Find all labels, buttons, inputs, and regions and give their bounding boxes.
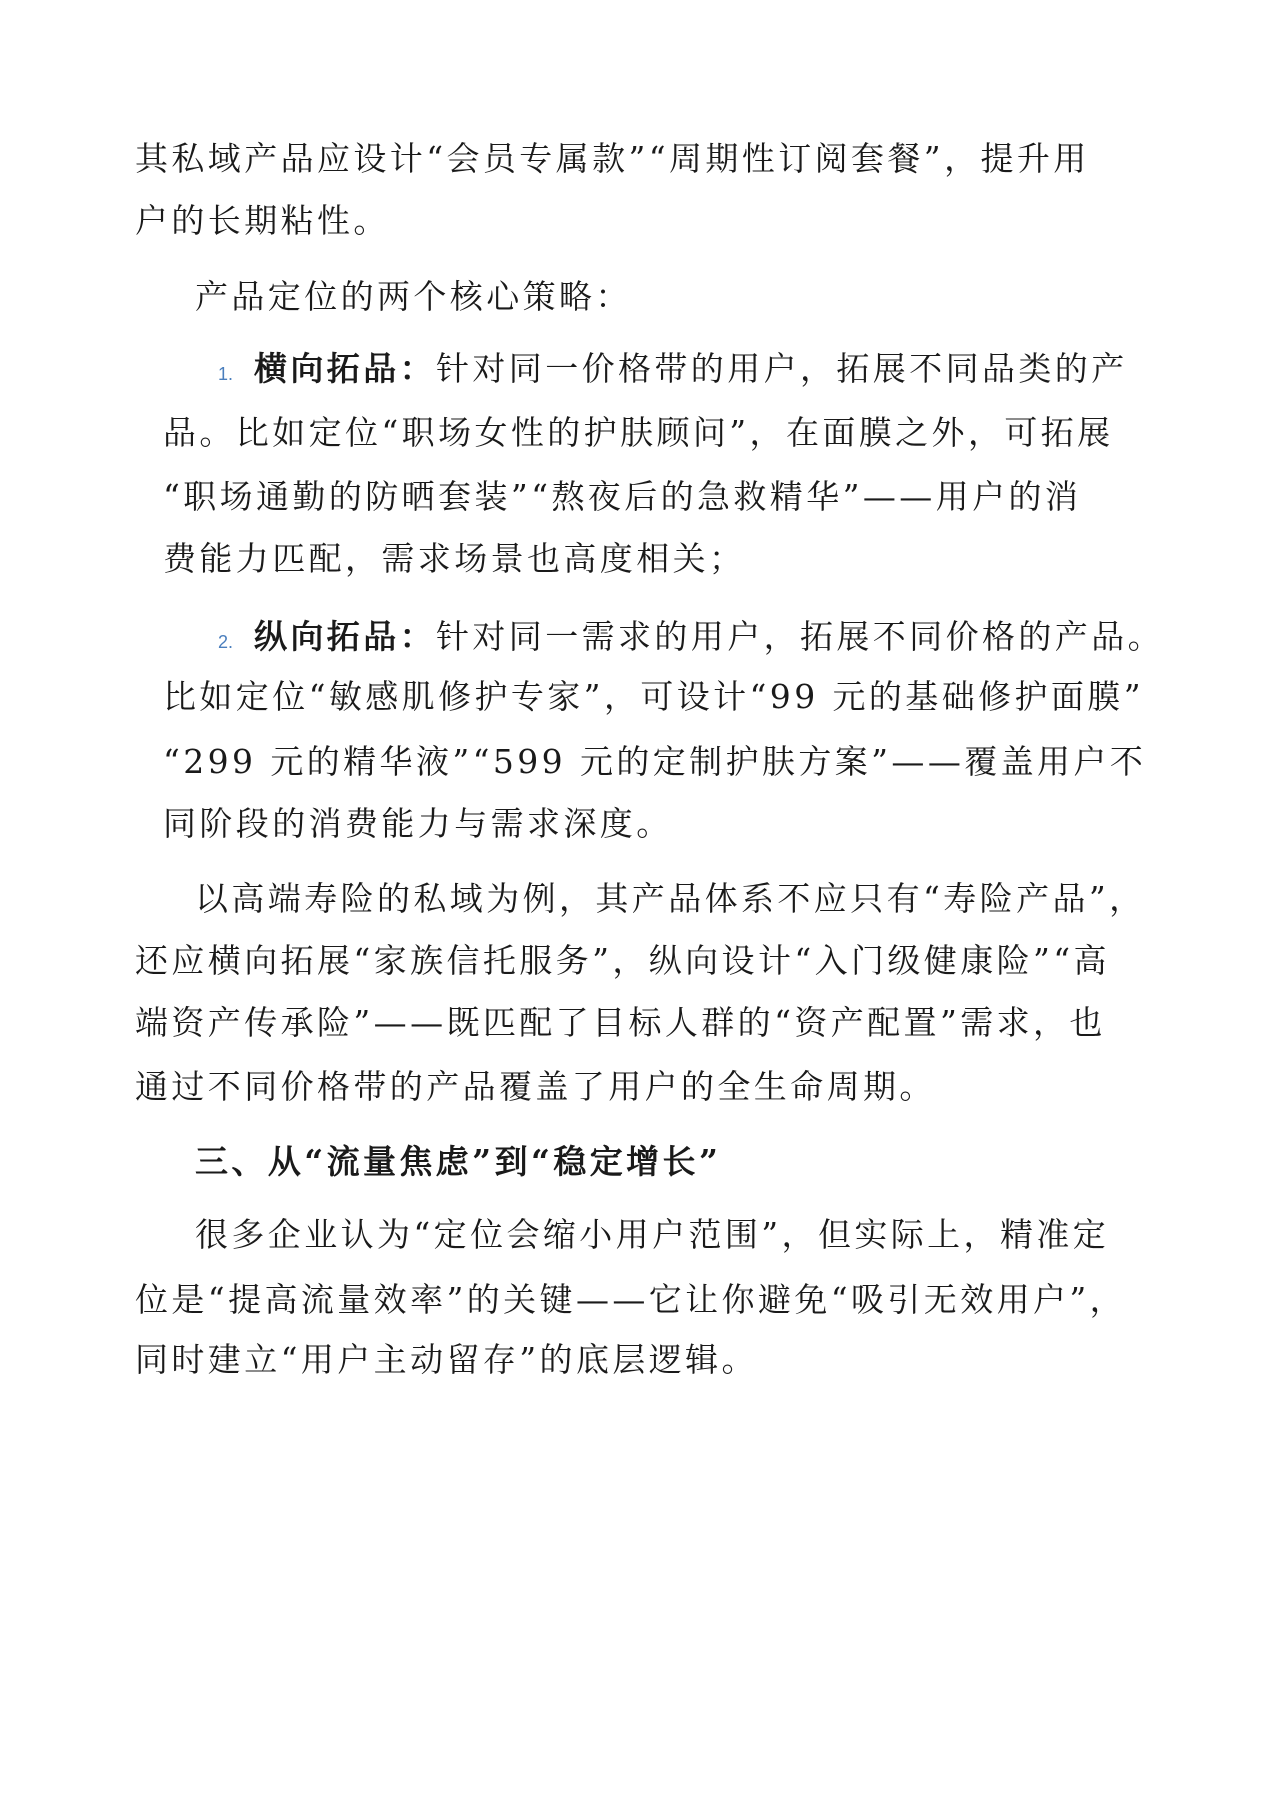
list-item-1-line-2: 品。比如定位“职场女性的护肤顾问”，在面膜之外，可拓展 [163, 413, 1114, 452]
list-item-2-line-4: 同阶段的消费能力与需求深度。 [163, 804, 673, 843]
list-item-1-line-3: “职场通勤的防晒套装”“熬夜后的急救精华”——用户的消 [163, 477, 1082, 516]
intro-line-2: 户的长期粘性。 [135, 201, 390, 240]
list-item-2-text: 针对同一需求的用户，拓展不同价格的产品。 [436, 617, 1164, 656]
list-item-1-text: 针对同一价格带的用户，拓展不同品类的产 [436, 349, 1128, 388]
example-line-4: 通过不同价格带的产品覆盖了用户的全生命周期。 [135, 1067, 936, 1106]
list-item-1-line-4: 费能力匹配，需求场景也高度相关； [163, 539, 746, 578]
list-item-2-first-line [218, 612, 1164, 667]
strategy-heading: 产品定位的两个核心策略： [195, 277, 632, 316]
example-line-2: 还应横向拓展“家族信托服务”，纵向设计“入门级健康险”“高 [135, 941, 1110, 980]
list-item-1-title: 横向拓品： [254, 349, 436, 388]
closing-line-2: 位是“提高流量效率”的关键——它让你避免“吸引无效用户”， [135, 1280, 1127, 1319]
intro-line-1: 其私域产品应设计“会员专属款”“周期性订阅套餐”，提升用 [135, 139, 1090, 178]
list-item-2-title: 纵向拓品： [254, 617, 436, 656]
list-item-1-number: 1. [218, 364, 234, 384]
list-item-1-first-line [218, 344, 1128, 399]
example-line-1: 以高端寿险的私域为例，其产品体系不应只有“寿险产品”， [195, 879, 1146, 918]
section-heading: 三、从“流量焦虑”到“稳定增长” [195, 1142, 722, 1181]
closing-line-1: 很多企业认为“定位会缩小用户范围”，但实际上，精准定 [195, 1215, 1110, 1254]
list-item-2-line-3: “299 元的精华液”“599 元的定制护肤方案”——覆盖用户不 [163, 742, 1147, 781]
example-line-3: 端资产传承险”——既匹配了目标人群的“资产配置”需求，也 [135, 1003, 1106, 1042]
closing-line-3: 同时建立“用户主动留存”的底层逻辑。 [135, 1340, 758, 1379]
list-item-2-number: 2. [218, 632, 234, 652]
list-item-2-line-2: 比如定位“敏感肌修护专家”，可设计“99 元的基础修护面膜” [163, 677, 1144, 716]
